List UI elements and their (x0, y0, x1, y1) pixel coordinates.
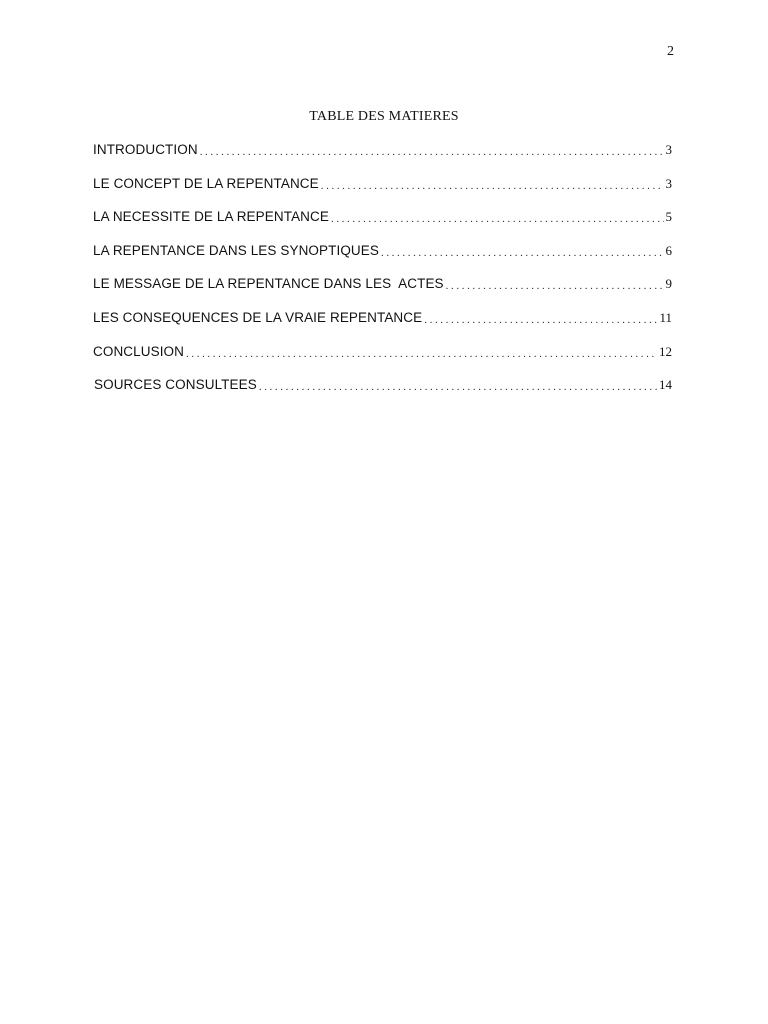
toc-entry-title: LES CONSEQUENCES DE LA VRAIE REPENTANCE (93, 309, 423, 325)
toc-entry-title: LA NECESSITE DE LA REPENTANCE (93, 209, 329, 225)
dot-leader (186, 345, 657, 361)
toc-entry-synoptiques[interactable] (93, 243, 672, 277)
toc-entry-page: 11 (659, 309, 672, 325)
toc-entry-title: CONCLUSION (93, 343, 185, 359)
toc-title: TABLE DES MATIERES (309, 109, 459, 124)
dot-leader (331, 210, 664, 226)
toc-entry-title: LE CONCEPT DE LA REPENTANCE (93, 175, 319, 191)
toc-entry-page: 9 (665, 276, 672, 292)
dot-leader (200, 143, 664, 159)
dot-leader (381, 244, 664, 260)
toc-entry-title: SOURCES CONSULTEES (94, 377, 257, 393)
toc-entry-title: INTRODUCTION (93, 142, 198, 157)
toc-entry-page: 3 (665, 175, 672, 191)
toc-entry-consequences[interactable] (93, 310, 672, 344)
toc-entry-page: 14 (659, 377, 672, 393)
dot-leader (424, 311, 657, 327)
toc-entry-sources[interactable] (93, 377, 672, 411)
toc-entry-title: LA REPENTANCE DANS LES SYNOPTIQUES (93, 242, 379, 258)
dot-leader (259, 378, 657, 394)
toc-entry-page: 3 (665, 142, 672, 157)
toc-entry-page: 5 (665, 209, 672, 225)
toc-entry-page: 6 (665, 242, 672, 258)
table-of-contents (93, 142, 672, 411)
toc-entry-page: 12 (659, 343, 672, 359)
dot-leader (446, 277, 664, 293)
toc-entry-concept[interactable] (93, 176, 672, 210)
toc-entry-title: LE MESSAGE DE LA REPENTANCE DANS LES ACTES (93, 276, 444, 292)
dot-leader (321, 177, 664, 193)
toc-entry-necessite[interactable] (93, 209, 672, 243)
page-number: 2 (667, 44, 674, 59)
toc-entry-introduction[interactable] (93, 142, 672, 176)
toc-entry-conclusion[interactable] (93, 344, 672, 378)
toc-entry-actes[interactable] (93, 276, 672, 310)
